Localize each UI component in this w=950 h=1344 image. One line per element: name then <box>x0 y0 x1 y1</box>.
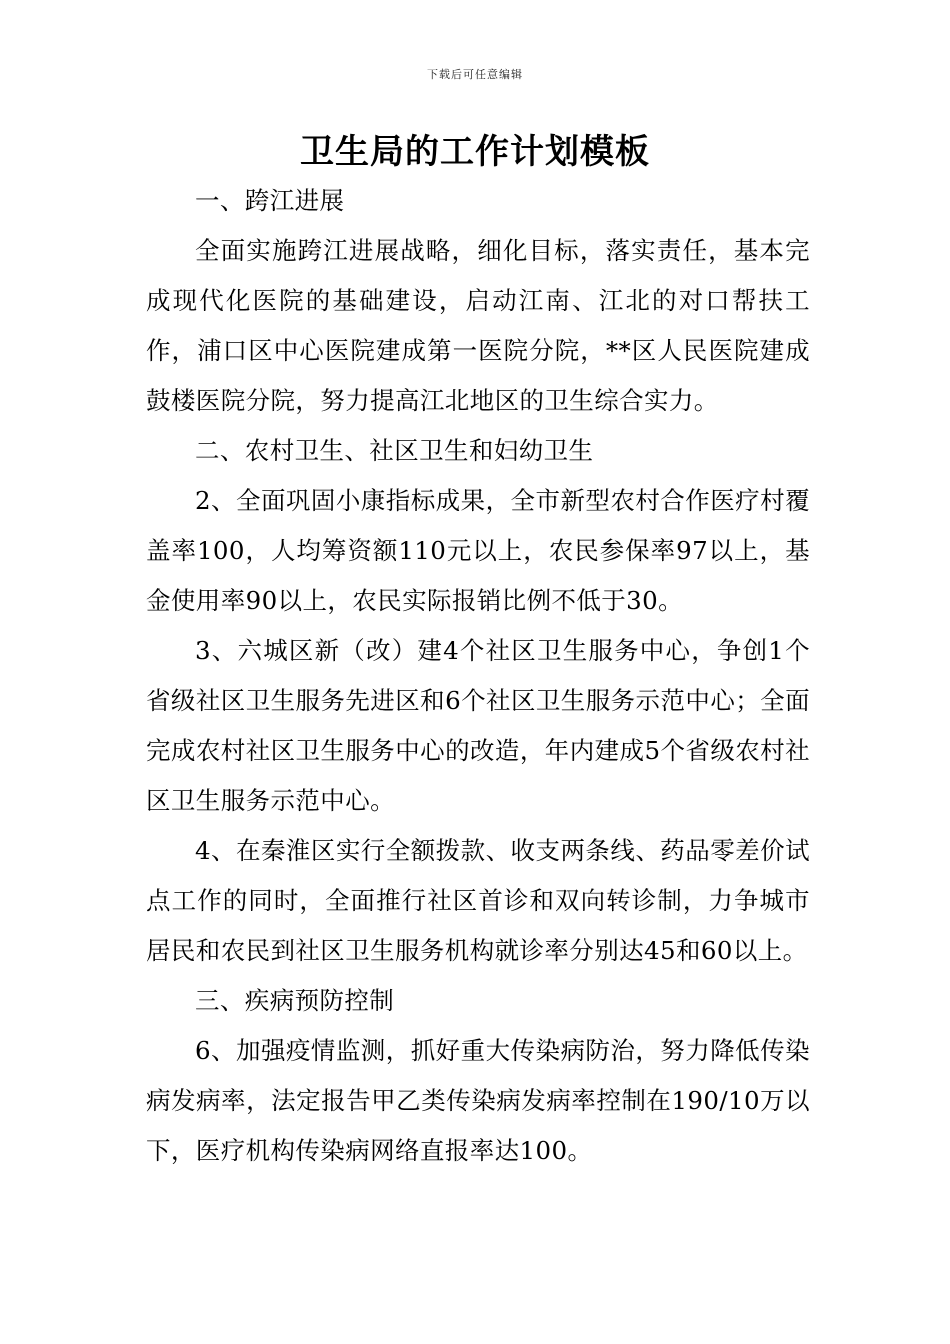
paragraph: 6、加强疫情监测，抓好重大传染病防治，努力降低传染病发病率，法定报告甲乙类传染病发病率控制在190/10万以下，医疗机构传染病网络直报率达100。 <box>146 1036 810 1165</box>
paragraph: 3、六城区新（改）建4个社区卫生服务中心，争创1个省级社区卫生服务先进区和6个社区卫生服务示范中心；全面完成农村社区卫生服务中心的改造，年内建成5个省级农村社区卫生服务示范中心。 <box>146 636 810 815</box>
header-note: 下载后可任意编辑 <box>427 68 523 81</box>
document-body <box>146 176 810 1176</box>
paragraph: 2、全面巩固小康指标成果，全市新型农村合作医疗村覆盖率100，人均筹资额110元以上，农民参保率97以上，基金使用率90以上，农民实际报销比例不低于30。 <box>146 486 810 615</box>
document-title: 卫生局的工作计划模板 <box>300 132 650 172</box>
paragraph: 4、在秦淮区实行全额拨款、收支两条线、药品零差价试点工作的同时，全面推行社区首诊和双向转诊制，力争城市居民和农民到社区卫生服务机构就诊率分别达45和60以上。 <box>146 836 810 965</box>
paragraph: 全面实施跨江进展战略，细化目标，落实责任，基本完成现代化医院的基础建设，启动江南、江北的对口帮扶工作，浦口区中心医院建成第一医院分院，**区人民医院建成鼓楼医院分院，努力提高江北地区的卫生综合实力。 <box>146 236 810 415</box>
section-heading-2: 二、农村卫生、社区卫生和妇幼卫生 <box>195 436 594 465</box>
section-heading-1: 一、跨江进展 <box>195 186 345 215</box>
section-heading-3: 三、疾病预防控制 <box>195 986 395 1015</box>
